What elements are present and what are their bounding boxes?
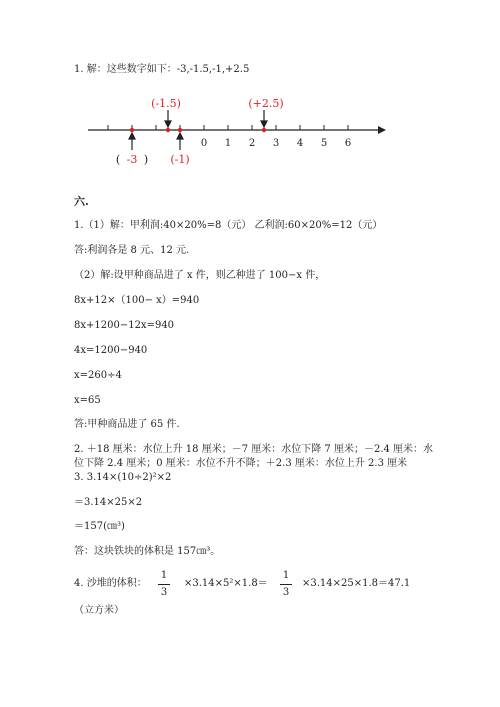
- arrow-down-icon: [261, 121, 267, 127]
- label-minus-1-5: (-1.5): [151, 97, 181, 110]
- text-line: 4x=1200−940: [74, 345, 148, 356]
- tick-label: 1: [224, 138, 232, 149]
- text-line: 8x+12×（100− x）=940: [74, 295, 200, 306]
- text-line: 1.（1）解：甲利润:40×20%=8（元） 乙利润:60×20%=12（元）: [74, 220, 383, 231]
- label-minus-3: -3: [126, 153, 138, 166]
- q1-answer: 1. 解：这些数字如下：-3,-1.5,-1,+2.5: [74, 64, 250, 75]
- tick-label: 6: [344, 138, 352, 149]
- text-line: 答:利润各是 8 元、12 元.: [74, 245, 190, 256]
- tick-label: 3: [272, 138, 280, 149]
- tick-label: 4: [296, 138, 304, 149]
- arrow-down-icon: [165, 121, 171, 127]
- label-plus-2-5: (+2.5): [248, 97, 284, 110]
- text-line: x=65: [74, 395, 101, 406]
- text-line: 答：这块铁块的体积是 157㎝³。: [74, 546, 221, 557]
- q4-unit: （立方米）: [74, 605, 124, 616]
- point-minus-3: [130, 128, 134, 132]
- axis-arrow-icon: [378, 126, 386, 134]
- point-minus-1-5: [166, 128, 170, 132]
- fraction-one-third: [158, 570, 170, 599]
- q4-prefix: 4. 沙堆的体积：: [74, 578, 147, 589]
- text-line: ＝157(㎝³): [74, 521, 125, 532]
- tick-label: 0: [200, 138, 208, 149]
- text-line: x=260÷4: [74, 370, 122, 381]
- text-line: 位下降 2.4 厘米；0 厘米：水位不升不降；＋2.3 厘米：水位上升 2.3 厘米: [74, 458, 408, 469]
- fraction-denominator: 3: [160, 587, 168, 598]
- arrow-up-icon: [129, 133, 135, 139]
- label-minus-1: (-1): [170, 153, 190, 166]
- fraction-one-third: [280, 570, 292, 599]
- point-plus-2-5: [262, 128, 266, 132]
- number-line: [80, 92, 390, 172]
- text-line: 2. ＋18 厘米：水位上升 18 厘米；－7 厘米：水位下降 7 厘米；－2.4 厘米：水: [74, 444, 434, 455]
- q4-middle: ×3.14×5²×1.8＝: [184, 578, 268, 589]
- point-minus-1: [178, 128, 182, 132]
- fraction-numerator: 1: [160, 570, 168, 581]
- label-minus-3-close: ): [143, 153, 149, 166]
- text-line: 8x+1200−12x=940: [74, 320, 175, 331]
- tick-label: 5: [320, 138, 328, 149]
- section-heading: 六.: [74, 195, 89, 208]
- q4-tail: ×3.14×25×1.8＝47.1: [302, 578, 411, 589]
- tick-label: 2: [248, 138, 256, 149]
- text-line: 答:甲种商品进了 65 件.: [74, 419, 180, 430]
- fraction-denominator: 3: [282, 587, 290, 598]
- text-line: （2）解:设甲种商品进了 x 件，则乙种进了 100−x 件，: [74, 270, 326, 281]
- ticks: [108, 125, 348, 130]
- arrow-up-icon: [177, 133, 183, 139]
- text-line: ＝3.14×25×2: [74, 497, 143, 508]
- fraction-numerator: 1: [282, 570, 290, 581]
- text-line: 3. 3.14×(10÷2)²×2: [74, 472, 172, 483]
- label-minus-3-open: (: [115, 153, 121, 166]
